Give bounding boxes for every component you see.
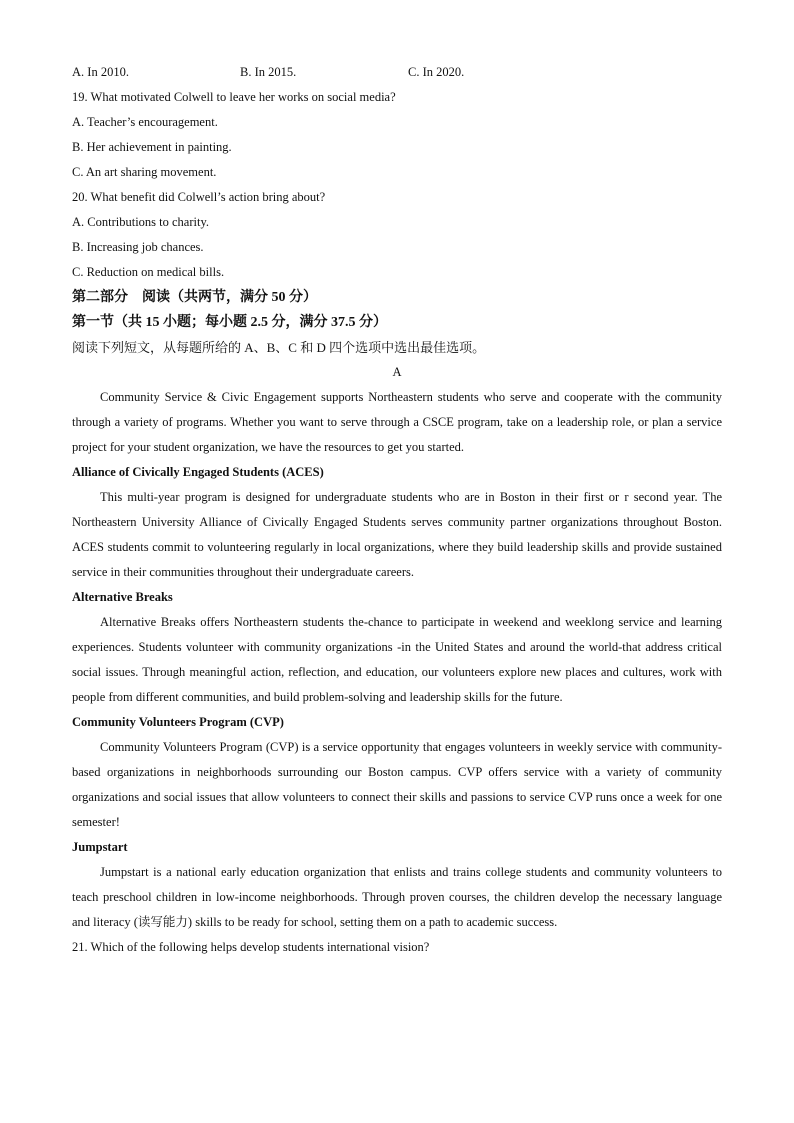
q19-option-b: B. Her achievement in painting.	[72, 140, 232, 154]
program-heading-cvp: Community Volunteers Program (CVP)	[72, 715, 284, 729]
q18-option-c: C. In 2020.	[408, 65, 465, 79]
subsection-title: 第一节（共 15 小题；每小题 2.5 分，满分 37.5 分）	[72, 315, 387, 330]
q20-question: 20. What benefit did Colwell’s action bring about?	[72, 190, 326, 204]
q20-option-b: B. Increasing job chances.	[72, 240, 204, 254]
program-text-jumpstart: Jumpstart is a national early education organization that enlists and trains college students and community volunteers to teach preschool children in low-income neighborhoods. Through proven courses, the children develop the necessary language and literacy (读写能力) skills to be ready for school, setting them on a path to academic success.	[72, 865, 722, 929]
program-text-alternative-breaks: Alternative Breaks offers Northeastern students the-chance to participate in weekend and weeklong service and learning experiences. Students volunteer with community organizations -in the United States and around the world-that address critical social issues. Through meaningful action, reflection, and education, our volunteers explore new places and cultures, work with people from different communities, and build problem-solving and leadership skills for the future.	[72, 615, 722, 704]
part-title: 第二部分 阅读（共两节，满分 50 分）	[72, 290, 317, 305]
q19-question: 19. What motivated Colwell to leave her works on social media?	[72, 90, 396, 104]
q18-options	[72, 60, 722, 85]
passage-label: A	[392, 365, 402, 379]
instruction: 阅读下列短文，从每题所给的 A、B、C 和 D 四个选项中选出最佳选项。	[72, 340, 486, 355]
q18-option-a: A. In 2010.	[72, 65, 129, 79]
q20-option-a: A. Contributions to charity.	[72, 215, 210, 229]
exam-page	[72, 60, 722, 960]
q19-option-c: C. An art sharing movement.	[72, 165, 217, 179]
q21-question: 21. Which of the following helps develop students international vision?	[72, 940, 430, 954]
program-heading-jumpstart: Jumpstart	[72, 840, 128, 854]
q18-option-b: B. In 2015.	[240, 65, 297, 79]
q19-option-a: A. Teacher’s encouragement.	[72, 115, 218, 129]
program-text-aces: This multi-year program is designed for undergraduate students who are in Boston in their first or r second year. The Northeastern University Alliance of Civically Engaged Students serves community partner organizations throughout Boston. ACES students commit to volunteering regularly in local organizations, where they build leadership skills and provide sustained service in their communities throughout their undergraduate careers.	[72, 490, 722, 579]
program-heading-alternative-breaks: Alternative Breaks	[72, 590, 173, 604]
passage-intro: Community Service & Civic Engagement supports Northeastern students who serve and cooperate with the community through a variety of programs. Whether you want to serve through a CSCE program, take on a leadership role, or plan a service project for your student organization, we have the resources to get you started.	[72, 390, 722, 454]
q20-option-c: C. Reduction on medical bills.	[72, 265, 225, 279]
program-heading-aces: Alliance of Civically Engaged Students (ACES)	[72, 465, 324, 479]
program-text-cvp: Community Volunteers Program (CVP) is a service opportunity that engages volunteers in weekly service with community-based organizations in neighborhoods surrounding our Boston campus. CVP offers service with a variety of community organizations and social issues that allow volunteers to connect their skills and passions to service CVP runs once a week for one semester!	[72, 740, 722, 829]
